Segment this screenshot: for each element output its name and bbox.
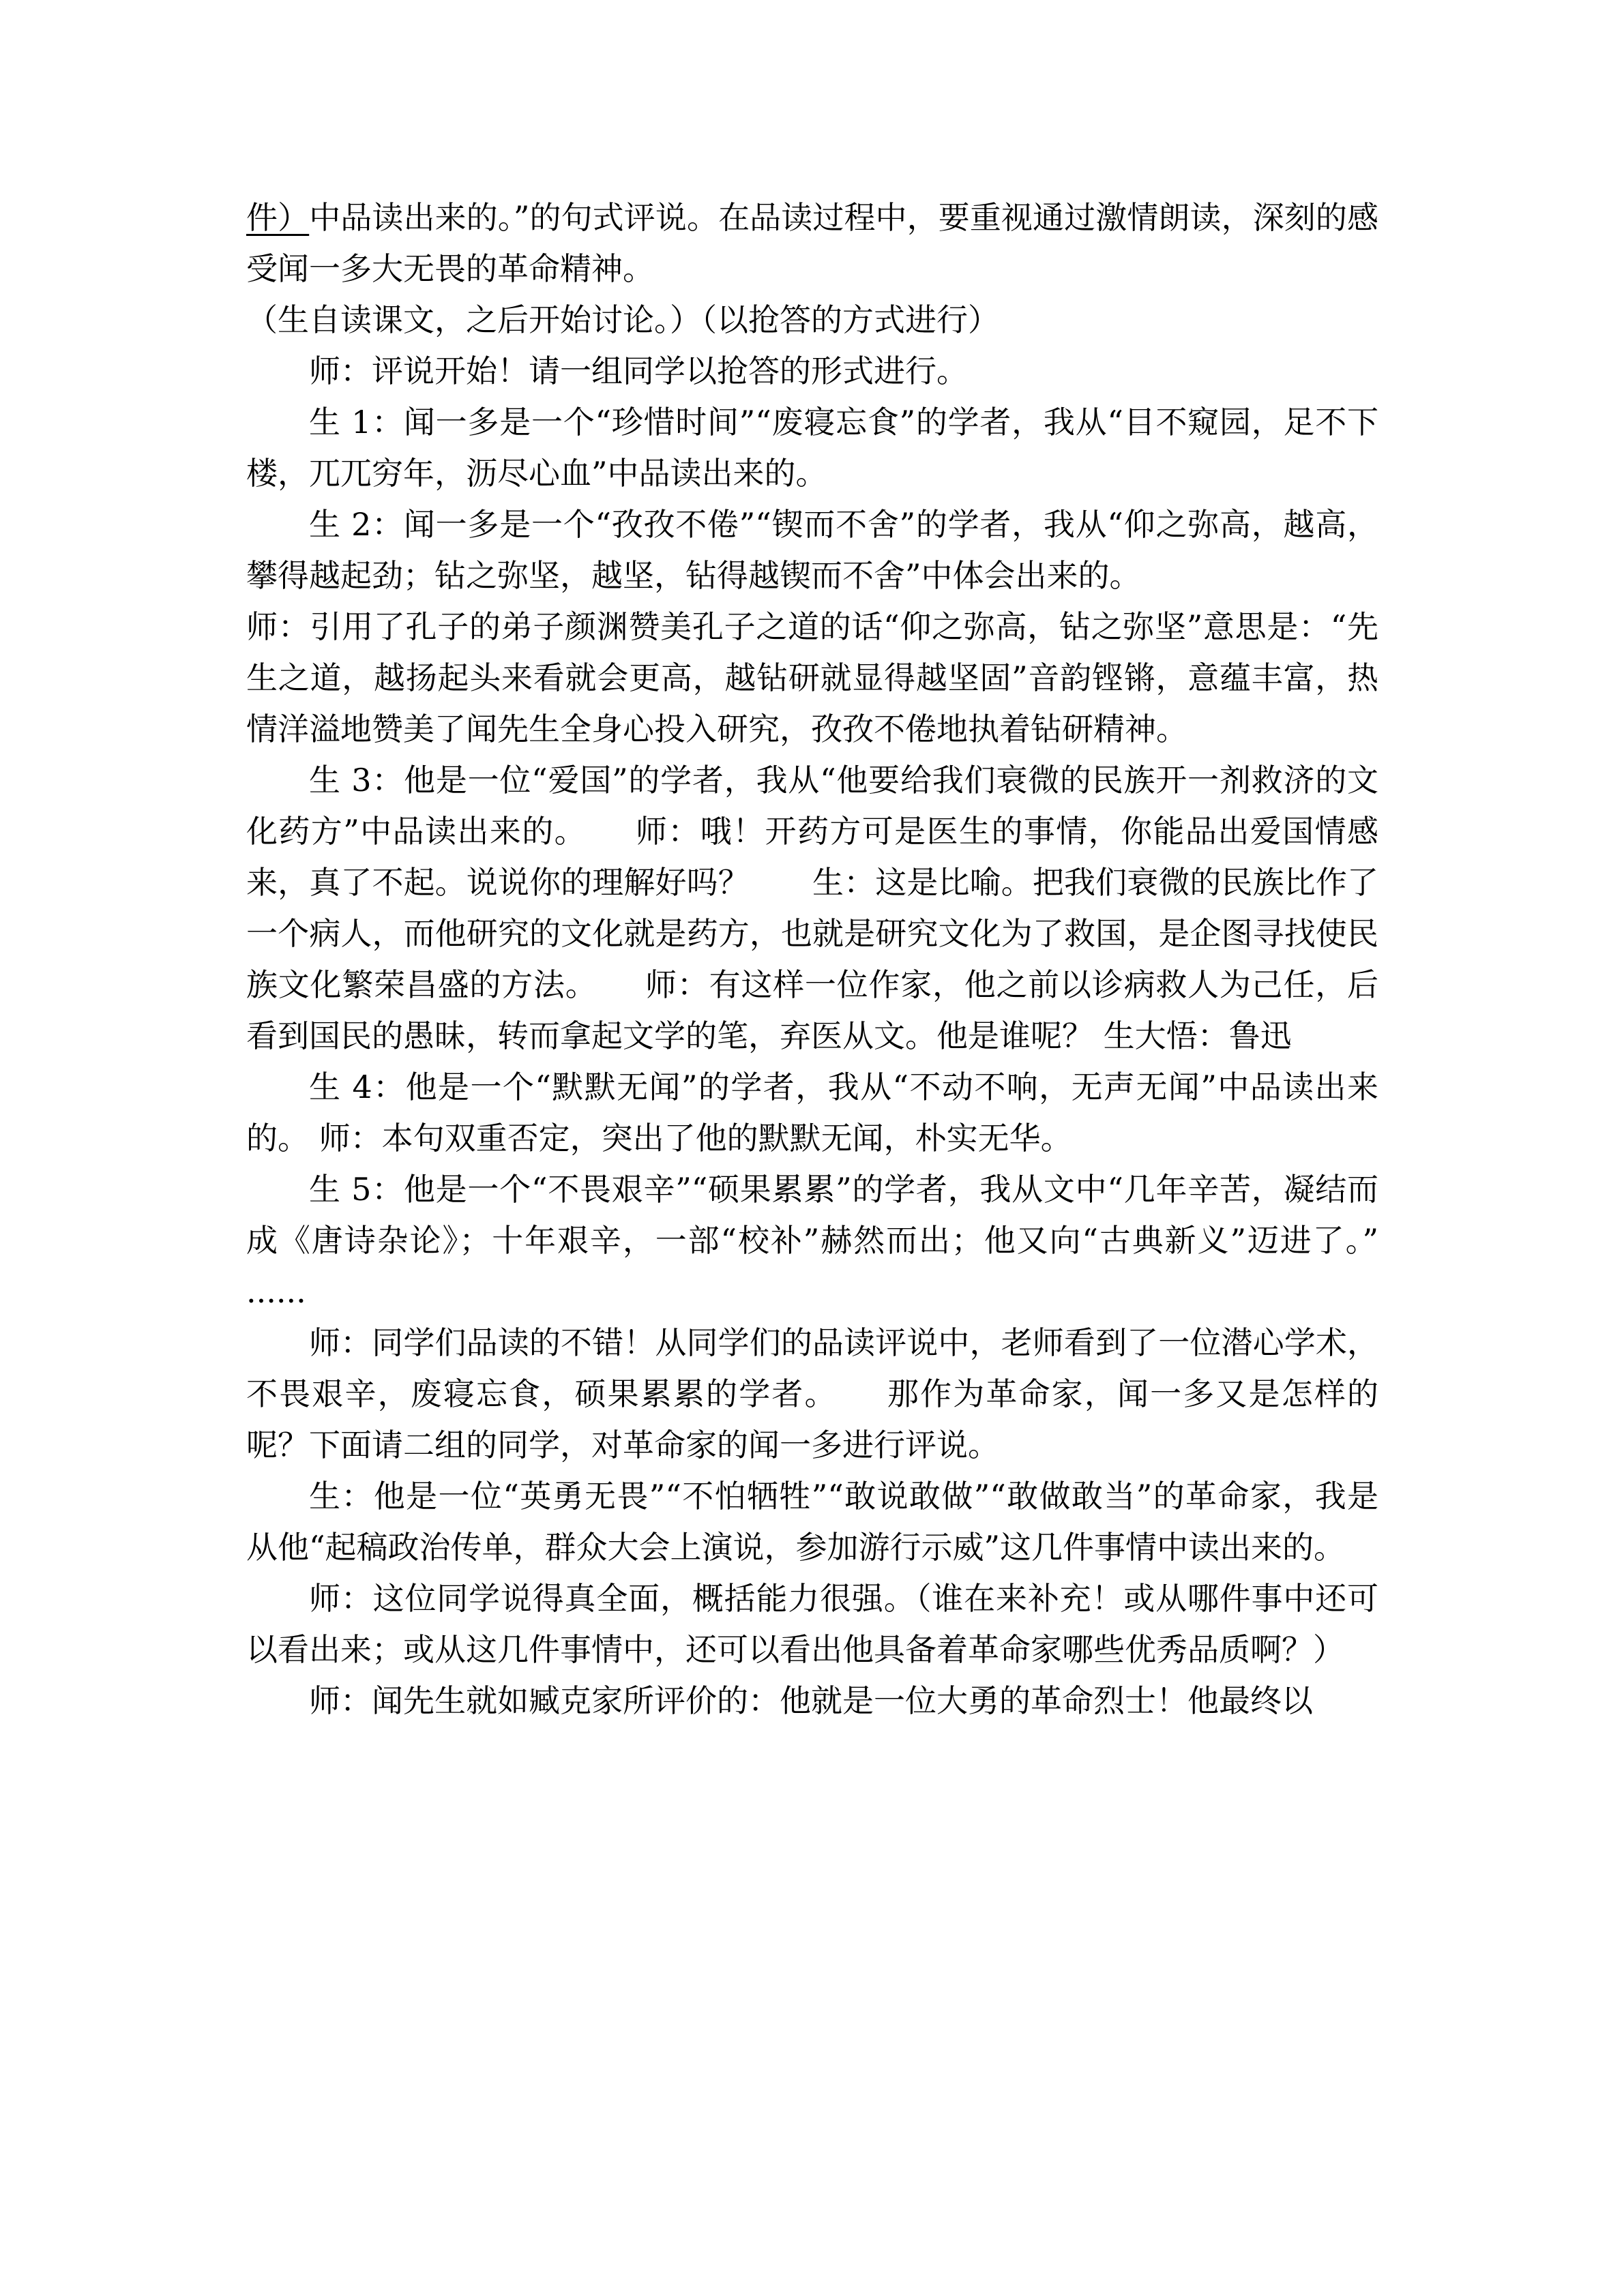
paragraph-10: 师：同学们品读的不错！从同学们的品读评说中，老师看到了一位潜心学术，不畏艰辛，废寝忘食，硕果累累的学者。 那作为革命家，闻一多又是怎样的呢？下面请二组的同学，对革命家的闻一多进行评说。 [246, 1324, 1378, 1463]
paragraph-4: 生 1：闻一多是一个“珍惜时间”“废寝忘食”的学者，我从“目不窥园，足不下楼，兀兀穷年，沥尽心血”中品读出来的。 [246, 404, 1378, 492]
paragraph-1 [246, 192, 1378, 295]
underlined-fragment: 件） [246, 199, 310, 236]
paragraph-13: 师：闻先生就如臧克家所评价的：他就是一位大勇的革命烈士！他最终以 [309, 1682, 1313, 1719]
paragraph-3: 师：评说开始！请一组同学以抢答的形式进行。 [309, 353, 968, 389]
paragraph-11: 生：他是一位“英勇无畏”“不怕牺牲”“敢说敢做”“敢做敢当”的革命家，我是从他“起稿政治传单，群众大会上演说，参加游行示威”这几件事情中读出来的。 [246, 1478, 1378, 1566]
paragraph-5: 生 2：闻一多是一个“孜孜不倦”“锲而不舍”的学者，我从“仰之弥高，越高，攀得越起劲；钻之弥坚，越坚，钻得越锲而不舍”中体会出来的。 [246, 506, 1378, 594]
paragraph-6: 师：引用了孔子的弟子颜渊赞美孔子之道的话“仰之弥高，钻之弥坚”意思是：“先生之道，越扬起头来看就会更高，越钻研就显得越坚固”音韵铿锵，意蕴丰富，热情洋溢地赞美了闻先生全身心投入研究，孜孜不倦地执着钻研精神。 [246, 608, 1378, 747]
paragraph-2: （生自读课文，之后开始讨论。）（以抢答的方式进行） [246, 301, 999, 338]
paragraph-9: 生 5：他是一个“不畏艰辛”“硕果累累”的学者，我从文中“几年辛苦，凝结而成《唐诗杂论》；十年艰辛，一部“校补”赫然而出；他又向“古典新义”迈进了。” ...... [246, 1171, 1378, 1310]
document-body [246, 192, 1378, 1727]
paragraph-8: 生 4：他是一个“默默无闻”的学者，我从“不动不响，无声无闻”中品读出来的。 师：本句双重否定，突出了他的默默无闻，朴实无华。 [246, 1069, 1378, 1157]
paragraph-7: 生 3：他是一位“爱国”的学者，我从“他要给我们衰微的民族开一剂救济的文化药方”中品读出来的。 师：哦！开药方可是医生的事情，你能品出爱国情感来，真了不起。说说你的理解好吗？ 生：这是比喻。把我们衰微的民族比作了一个病人，而他研究的文化就是药方，也就是研究文化为了救国，是企图寻找使民族文化繁荣昌盛的方法。 师：有这样一位作家，他之前以诊病救人为己任，后看到国民的愚昧，转而拿起文学的笔，弃医从文。他是谁呢？ 生大悟：鲁迅 [246, 762, 1378, 1054]
paragraph-1-text: 中品读出来的。”的句式评说。在品读过程中，要重视通过激情朗读，深刻的感受闻一多大无畏的革命精神。 [246, 199, 1378, 287]
paragraph-12: 师：这位同学说得真全面，概括能力很强。（谁在来补充！或从哪件事中还可以看出来；或从这几件事情中，还可以看出他具备着革命家哪些优秀品质啊？） [246, 1580, 1378, 1668]
